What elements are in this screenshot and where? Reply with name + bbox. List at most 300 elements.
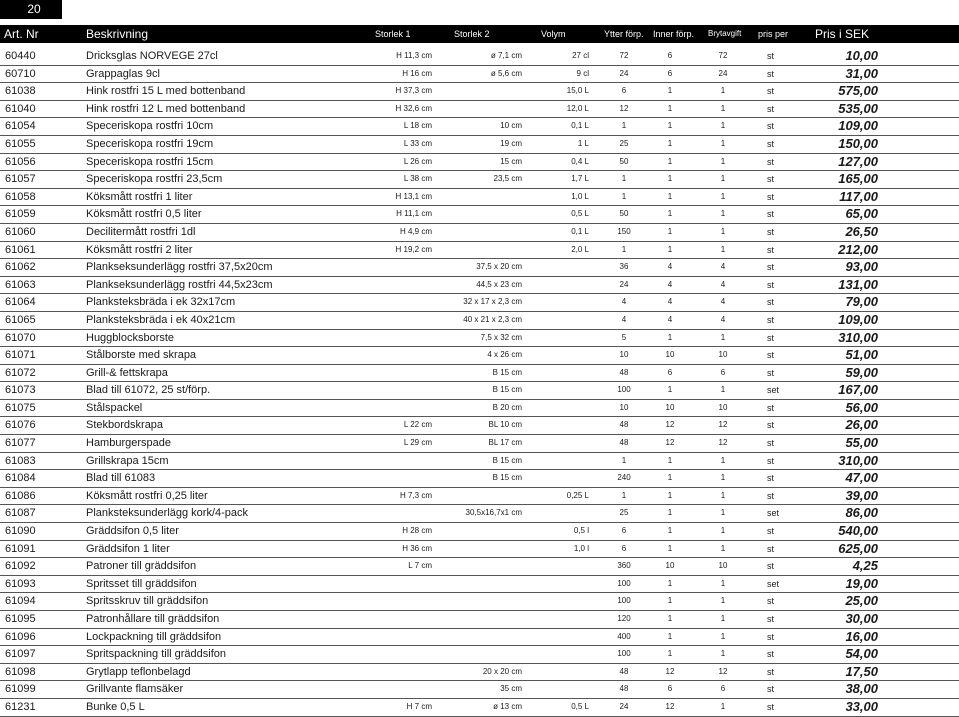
cell-art-nr: 61093 xyxy=(5,577,36,590)
cell-pris-per: set xyxy=(767,385,780,396)
cell-volym: 0,5 L xyxy=(571,701,589,711)
cell-storlek1: H 4,9 cm xyxy=(399,226,432,236)
cell-pris-per: set xyxy=(767,508,780,519)
cell-price: 535,00 xyxy=(838,100,878,116)
cell-brytavgift: 1 xyxy=(720,191,726,201)
cell-storlek2: ø 7,1 cm xyxy=(490,51,522,60)
cell-storlek1: L 29 cm xyxy=(403,438,432,448)
cell-pris-per: st xyxy=(767,543,775,554)
cell-price: 16,00 xyxy=(845,628,878,644)
cell-storlek2: BL 17 cm xyxy=(488,438,522,448)
cell-art-nr: 61077 xyxy=(5,437,36,450)
cell-volym: 12,0 L xyxy=(566,103,589,113)
cell-ytter: 50 xyxy=(619,156,629,166)
cell-volym: 27 cl xyxy=(572,51,589,60)
cell-ytter: 6 xyxy=(621,543,627,553)
cell-ytter: 36 xyxy=(619,262,629,272)
table-row xyxy=(0,101,959,119)
cell-art-nr: 61098 xyxy=(5,665,36,678)
cell-price: 165,00 xyxy=(838,171,878,187)
table-row xyxy=(0,629,959,647)
cell-storlek2: B 20 cm xyxy=(492,402,522,412)
cell-description: Plankseksunderlägg rostfri 37,5x20cm xyxy=(86,261,273,274)
cell-storlek1: H 11,3 cm xyxy=(396,51,432,60)
cell-brytavgift: 1 xyxy=(720,138,726,148)
cell-price: 167,00 xyxy=(838,382,878,398)
cell-price: 17,50 xyxy=(845,663,878,679)
cell-pris-per: st xyxy=(767,86,775,97)
cell-storlek2: B 15 cm xyxy=(492,367,522,377)
cell-ytter: 1 xyxy=(621,490,627,500)
cell-pris-per: st xyxy=(767,490,775,501)
cell-ytter: 25 xyxy=(619,138,629,148)
cell-ytter: 48 xyxy=(619,666,629,676)
cell-brytavgift: 1 xyxy=(720,121,726,131)
cell-ytter: 10 xyxy=(619,402,629,412)
cell-inner: 1 xyxy=(667,526,673,536)
cell-price: 127,00 xyxy=(838,153,878,169)
cell-inner: 1 xyxy=(667,86,673,96)
cell-inner: 1 xyxy=(667,332,673,342)
cell-inner: 1 xyxy=(667,191,673,201)
cell-price: 109,00 xyxy=(838,311,878,327)
cell-price: 39,00 xyxy=(845,487,878,503)
cell-price: 56,00 xyxy=(845,399,878,415)
cell-brytavgift: 24 xyxy=(718,68,728,78)
cell-art-nr: 61065 xyxy=(5,313,36,326)
cell-storlek1: H 28 cm xyxy=(402,526,432,536)
cell-art-nr: 61059 xyxy=(5,208,36,221)
cell-inner: 1 xyxy=(667,578,673,588)
cell-description: Patronhållare till gräddsifon xyxy=(86,613,220,625)
table-row xyxy=(0,699,959,717)
cell-ytter: 4 xyxy=(621,314,627,324)
cell-volym: 15,0 L xyxy=(566,86,589,96)
cell-art-nr: 61038 xyxy=(5,85,36,98)
cell-inner: 6 xyxy=(667,51,673,60)
cell-ytter: 1 xyxy=(621,191,627,201)
cell-pris-per: st xyxy=(767,561,775,572)
cell-pris-per: st xyxy=(767,684,775,695)
cell-pris-per: st xyxy=(767,121,775,132)
cell-art-nr: 61040 xyxy=(5,102,36,115)
cell-price: 54,00 xyxy=(845,646,878,662)
cell-pris-per: st xyxy=(767,314,775,325)
cell-pris-per: st xyxy=(767,438,775,449)
table-row xyxy=(0,400,959,418)
table-row xyxy=(0,259,959,277)
table-row xyxy=(0,189,959,207)
cell-price: 4,25 xyxy=(852,558,878,574)
cell-inner: 1 xyxy=(667,455,673,465)
cell-inner: 1 xyxy=(667,174,673,184)
cell-brytavgift: 4 xyxy=(720,279,726,289)
table-row xyxy=(0,417,959,435)
cell-brytavgift: 1 xyxy=(720,526,726,536)
cell-brytavgift: 6 xyxy=(720,684,726,694)
cell-brytavgift: 10 xyxy=(718,561,728,571)
cell-pris-per: st xyxy=(767,701,775,712)
cell-storlek2: 40 x 21 x 2,3 cm xyxy=(463,314,522,324)
cell-storlek1: H 11,1 cm xyxy=(396,209,432,219)
cell-art-nr: 60440 xyxy=(5,50,36,62)
cell-volym: 9 cl xyxy=(576,68,589,78)
cell-brytavgift: 10 xyxy=(718,350,728,360)
cell-ytter: 25 xyxy=(619,508,629,518)
cell-ytter: 6 xyxy=(621,86,627,96)
cell-volym: 1,0 l xyxy=(573,543,589,553)
cell-description: Grillskrapa 15cm xyxy=(86,454,169,467)
cell-pris-per: st xyxy=(767,226,775,237)
table-row xyxy=(0,206,959,224)
cell-inner: 12 xyxy=(665,438,675,448)
cell-inner: 12 xyxy=(665,420,675,430)
cell-inner: 12 xyxy=(665,666,675,676)
cell-ytter: 48 xyxy=(619,684,629,694)
cell-inner: 4 xyxy=(667,262,673,272)
cell-ytter: 24 xyxy=(619,68,629,78)
cell-pris-per: st xyxy=(767,244,775,255)
cell-brytavgift: 1 xyxy=(720,701,726,711)
cell-volym: 0,5 L xyxy=(571,209,589,219)
cell-art-nr: 61076 xyxy=(5,419,36,432)
cell-inner: 1 xyxy=(667,385,673,395)
cell-description: Plankseksunderlägg rostfri 44,5x23cm xyxy=(86,278,273,291)
cell-ytter: 72 xyxy=(619,51,629,60)
cell-description: Grytlapp teflonbelagd xyxy=(86,665,191,678)
cell-ytter: 360 xyxy=(617,561,631,571)
cell-description: Köksmått rostfri 1 liter xyxy=(86,190,193,203)
cell-price: 19,00 xyxy=(845,575,878,591)
cell-storlek1: H 7 cm xyxy=(406,701,432,711)
cell-art-nr: 61096 xyxy=(5,630,36,643)
table-row xyxy=(0,242,959,260)
table-row xyxy=(0,83,959,101)
cell-pris-per: st xyxy=(767,631,775,642)
header-inner: Inner förp. xyxy=(653,29,695,39)
header-beskrivning: Beskrivning xyxy=(86,27,149,41)
cell-price: 51,00 xyxy=(845,347,878,363)
cell-price: 150,00 xyxy=(838,135,878,151)
cell-art-nr: 61086 xyxy=(5,489,36,502)
cell-inner: 1 xyxy=(667,473,673,483)
cell-description: Blad till 61083 xyxy=(86,472,156,485)
table-row xyxy=(0,136,959,154)
table-row xyxy=(0,312,959,330)
table-row xyxy=(0,365,959,383)
cell-brytavgift: 10 xyxy=(718,402,728,412)
cell-description: Spritsset till gräddsifon xyxy=(86,577,197,590)
cell-storlek2: B 15 cm xyxy=(492,385,522,395)
cell-ytter: 10 xyxy=(619,350,629,360)
cell-art-nr: 61063 xyxy=(5,278,36,291)
table-row xyxy=(0,593,959,611)
cell-price: 310,00 xyxy=(838,452,878,468)
cell-brytavgift: 1 xyxy=(720,455,726,465)
cell-description: Decilitermått rostfri 1dl xyxy=(86,225,196,238)
cell-pris-per: st xyxy=(767,526,775,537)
cell-ytter: 1 xyxy=(621,121,627,131)
cell-storlek1: L 7 cm xyxy=(408,561,432,571)
cell-brytavgift: 1 xyxy=(720,649,726,659)
cell-storlek2: B 15 cm xyxy=(492,455,522,465)
header-art-nr: Art. Nr xyxy=(4,27,39,41)
cell-price: 625,00 xyxy=(838,540,878,556)
cell-inner: 4 xyxy=(667,279,673,289)
cell-storlek1: L 18 cm xyxy=(403,121,432,131)
cell-pris-per: st xyxy=(767,596,775,607)
table-row xyxy=(0,382,959,400)
header-pris-per: pris per xyxy=(758,29,789,39)
cell-inner: 1 xyxy=(667,614,673,623)
table-row xyxy=(0,435,959,453)
cell-storlek2: 32 x 17 x 2,3 cm xyxy=(463,297,522,307)
cell-brytavgift: 4 xyxy=(720,297,726,307)
cell-inner: 4 xyxy=(667,314,673,324)
cell-art-nr: 61092 xyxy=(5,560,36,573)
cell-price: 310,00 xyxy=(838,329,878,345)
cell-inner: 6 xyxy=(667,367,673,377)
header-volym: Volym xyxy=(541,29,566,39)
header-storlek1: Storlek 1 xyxy=(375,29,411,39)
table-row xyxy=(0,611,959,629)
cell-art-nr: 61072 xyxy=(5,366,36,379)
cell-description: Köksmått rostfri 0,5 liter xyxy=(86,208,202,221)
cell-description: Stålborste med skrapa xyxy=(86,349,197,362)
cell-inner: 1 xyxy=(667,596,673,606)
cell-price: 38,00 xyxy=(845,681,878,697)
cell-description: Bunke 0,5 L xyxy=(86,700,145,713)
cell-inner: 1 xyxy=(667,103,673,113)
cell-ytter: 100 xyxy=(617,385,631,395)
cell-storlek2: 15 cm xyxy=(500,156,522,166)
cell-brytavgift: 12 xyxy=(718,438,728,448)
table-row xyxy=(0,576,959,594)
cell-description: Stekbordskrapa xyxy=(86,419,164,432)
cell-brytavgift: 1 xyxy=(720,244,726,254)
page-number-box xyxy=(0,0,62,19)
cell-description: Grillvante flamsäker xyxy=(86,683,184,696)
cell-description: Speceriskopa rostfri 23,5cm xyxy=(86,173,223,186)
product-table xyxy=(0,48,959,717)
header-ytter: Ytter förp. xyxy=(604,29,644,39)
cell-art-nr: 61070 xyxy=(5,331,36,344)
cell-price: 33,00 xyxy=(845,698,878,714)
cell-art-nr: 61054 xyxy=(5,120,36,133)
cell-brytavgift: 12 xyxy=(718,420,728,430)
cell-ytter: 48 xyxy=(619,367,629,377)
cell-inner: 6 xyxy=(667,684,673,694)
cell-pris-per: st xyxy=(767,350,775,361)
cell-storlek1: H 32,6 cm xyxy=(395,103,432,113)
cell-storlek2: 37,5 x 20 cm xyxy=(476,262,522,272)
cell-pris-per: st xyxy=(767,156,775,167)
cell-storlek2: 44,5 x 23 cm xyxy=(476,279,522,289)
cell-art-nr: 61071 xyxy=(5,349,36,362)
cell-pris-per: st xyxy=(767,367,775,378)
cell-ytter: 12 xyxy=(619,103,629,113)
cell-price: 55,00 xyxy=(845,435,878,451)
cell-art-nr: 61095 xyxy=(5,613,36,625)
cell-inner: 1 xyxy=(667,244,673,254)
cell-brytavgift: 1 xyxy=(720,174,726,184)
cell-brytavgift: 1 xyxy=(720,86,726,96)
cell-ytter: 4 xyxy=(621,297,627,307)
cell-description: Gräddsifon 1 liter xyxy=(86,542,170,555)
cell-price: 131,00 xyxy=(838,276,878,292)
table-row xyxy=(0,277,959,295)
cell-volym: 0,1 L xyxy=(571,226,589,236)
cell-description: Hink rostfri 12 L med bottenband xyxy=(86,102,246,115)
cell-brytavgift: 1 xyxy=(720,490,726,500)
cell-ytter: 5 xyxy=(621,332,627,342)
cell-brytavgift: 1 xyxy=(720,385,726,395)
cell-pris-per: st xyxy=(767,297,775,308)
cell-description: Planksteksbräda i ek 32x17cm xyxy=(86,296,236,309)
cell-ytter: 100 xyxy=(617,649,631,659)
cell-storlek1: L 38 cm xyxy=(403,174,432,184)
cell-price: 10,00 xyxy=(845,48,878,63)
cell-price: 26,50 xyxy=(845,223,878,239)
cell-brytavgift: 4 xyxy=(720,314,726,324)
cell-storlek1: H 19,2 cm xyxy=(395,244,432,254)
cell-art-nr: 61094 xyxy=(5,595,36,608)
cell-art-nr: 61075 xyxy=(5,401,36,414)
table-row xyxy=(0,294,959,312)
cell-brytavgift: 1 xyxy=(720,332,726,342)
page-number: 20 xyxy=(27,2,41,16)
cell-storlek2: BL 10 cm xyxy=(488,420,522,430)
table-row xyxy=(0,453,959,471)
cell-pris-per: st xyxy=(767,51,775,61)
table-row xyxy=(0,224,959,242)
cell-brytavgift: 12 xyxy=(718,666,728,676)
cell-inner: 1 xyxy=(667,138,673,148)
table-row xyxy=(0,523,959,541)
cell-art-nr: 61083 xyxy=(5,454,36,467)
cell-storlek2: 4 x 26 cm xyxy=(487,350,522,360)
cell-ytter: 150 xyxy=(617,226,631,236)
cell-ytter: 1 xyxy=(621,244,627,254)
cell-description: Blad till 61072, 25 st/förp. xyxy=(86,384,211,397)
cell-price: 26,00 xyxy=(845,417,878,433)
cell-art-nr: 61231 xyxy=(5,700,36,713)
cell-description: Grill-& fettskrapa xyxy=(86,366,168,379)
cell-description: Spritspackning till gräddsifon xyxy=(86,648,227,661)
cell-pris-per: st xyxy=(767,473,775,484)
cell-description: Stålspackel xyxy=(86,401,143,414)
cell-price: 31,00 xyxy=(845,65,878,81)
cell-price: 30,00 xyxy=(845,611,878,626)
cell-pris-per: st xyxy=(767,68,775,79)
cell-inner: 1 xyxy=(667,543,673,553)
cell-art-nr: 61073 xyxy=(5,384,36,397)
cell-pris-per: st xyxy=(767,279,775,290)
cell-brytavgift: 1 xyxy=(720,543,726,553)
cell-brytavgift: 1 xyxy=(720,614,726,623)
cell-brytavgift: 1 xyxy=(720,209,726,219)
cell-price: 59,00 xyxy=(845,364,878,380)
table-row xyxy=(0,171,959,189)
cell-art-nr: 61087 xyxy=(5,507,36,520)
cell-storlek1: L 22 cm xyxy=(403,420,432,430)
cell-pris-per: st xyxy=(767,191,775,202)
cell-volym: 0,4 L xyxy=(571,156,589,166)
cell-art-nr: 61084 xyxy=(5,472,36,485)
cell-art-nr: 61058 xyxy=(5,190,36,203)
cell-inner: 4 xyxy=(667,297,673,307)
cell-description: Grappaglas 9cl xyxy=(86,67,160,80)
cell-ytter: 6 xyxy=(621,526,627,536)
cell-price: 86,00 xyxy=(845,505,878,521)
cell-storlek1: H 37,3 cm xyxy=(395,86,432,96)
cell-brytavgift: 1 xyxy=(720,596,726,606)
cell-art-nr: 60710 xyxy=(5,67,36,80)
cell-ytter: 24 xyxy=(619,701,629,711)
cell-brytavgift: 1 xyxy=(720,473,726,483)
cell-price: 117,00 xyxy=(839,188,878,204)
cell-brytavgift: 1 xyxy=(720,508,726,518)
cell-storlek2: ø 13 cm xyxy=(493,701,522,711)
cell-ytter: 100 xyxy=(617,596,631,606)
cell-storlek2: 20 x 20 cm xyxy=(482,666,522,676)
cell-brytavgift: 6 xyxy=(720,367,726,377)
cell-pris-per: st xyxy=(767,103,775,114)
cell-description: Dricksglas NORVEGE 27cl xyxy=(86,50,218,62)
cell-brytavgift: 4 xyxy=(720,262,726,272)
cell-volym: 1,0 L xyxy=(571,191,589,201)
cell-pris-per: st xyxy=(767,420,775,431)
cell-volym: 1 L xyxy=(577,138,589,148)
cell-art-nr: 61090 xyxy=(5,525,36,538)
cell-price: 109,00 xyxy=(838,118,878,134)
cell-storlek1: H 36 cm xyxy=(402,543,432,553)
cell-pris-per: st xyxy=(767,614,775,624)
cell-pris-per: st xyxy=(767,332,775,343)
cell-ytter: 50 xyxy=(619,209,629,219)
cell-description: Planksteksunderlägg kork/4-pack xyxy=(86,507,249,520)
cell-storlek2: B 15 cm xyxy=(492,473,522,483)
table-row xyxy=(0,347,959,365)
header-storlek2: Storlek 2 xyxy=(454,29,490,39)
cell-ytter: 100 xyxy=(617,578,631,588)
cell-pris-per: st xyxy=(767,402,775,413)
cell-ytter: 120 xyxy=(617,614,631,623)
cell-ytter: 1 xyxy=(621,174,627,184)
cell-brytavgift: 1 xyxy=(720,156,726,166)
cell-inner: 1 xyxy=(667,121,673,131)
cell-inner: 1 xyxy=(667,156,673,166)
cell-inner: 10 xyxy=(665,561,675,571)
cell-description: Gräddsifon 0,5 liter xyxy=(86,525,179,538)
cell-description: Planksteksbräda i ek 40x21cm xyxy=(86,313,236,326)
table-row xyxy=(0,118,959,136)
cell-description: Köksmått rostfri 0,25 liter xyxy=(86,489,208,502)
cell-storlek2: 35 cm xyxy=(500,684,522,694)
cell-pris-per: st xyxy=(767,455,775,466)
table-row xyxy=(0,541,959,559)
cell-volym: 2,0 L xyxy=(571,244,589,254)
cell-storlek1: L 33 cm xyxy=(403,138,432,148)
cell-pris-per: st xyxy=(767,138,775,149)
table-row xyxy=(0,681,959,699)
cell-price: 212,00 xyxy=(838,241,878,257)
table-row xyxy=(0,330,959,348)
cell-volym: 0,5 l xyxy=(573,526,589,536)
cell-pris-per: st xyxy=(767,649,775,660)
cell-brytavgift: 1 xyxy=(720,226,726,236)
cell-description: Köksmått rostfri 2 liter xyxy=(86,243,193,256)
